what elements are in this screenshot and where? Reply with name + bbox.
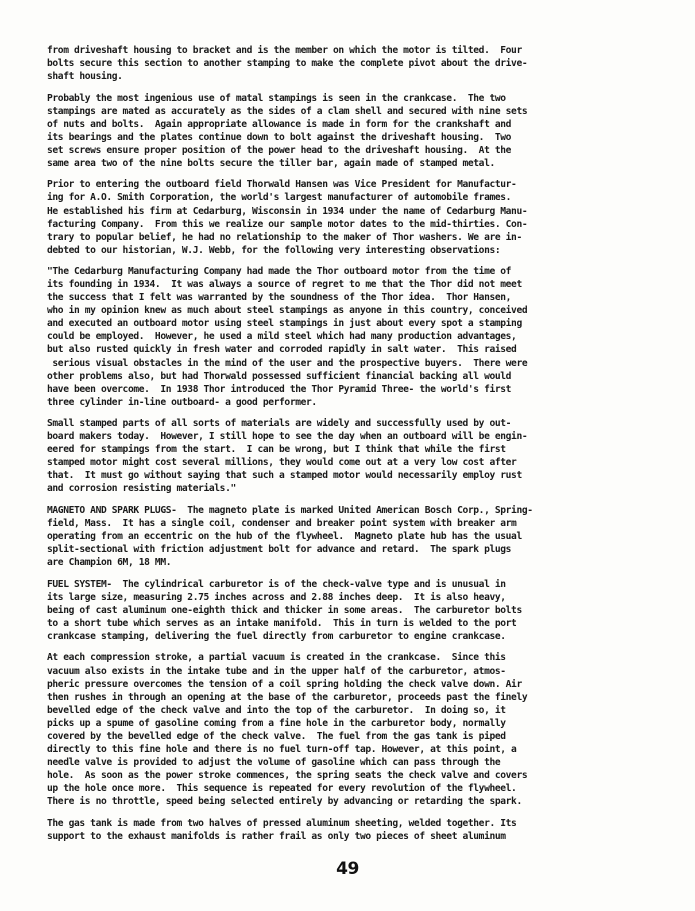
- body-text: [47, 44, 657, 851]
- paragraph-compression-stroke: At each compression stroke, a partial vacuum is created in the crankcase. Since this vacuum also exists in the intake tube and in the upper half of the carburetor, atmos- pheric pressure overcomes the tension of a coil spring holding the check valve down. Air then rushes in through an opening at the base of the carburetor, proceeds past the finely bevelled edge of the check valve and into the top of the carburetor. In doing so, it picks up a spume of gasoline coming from a fine hole in the carburetor body, normally covered by the bevelled edge of the check valve. The fuel from the gas tank is piped directly to this fine hole and there is no fuel turn-off tap. However, at this point, a needle valve is provided to adjust the volume of gasoline which can pass through the hole. As soon as the power stroke commences, the spring seats the check valve and covers up the hole once more. This sequence is repeated for every revolution of the flywheel. There is no throttle, speed being selected entirely by advancing or retarding the spark.: [47, 652, 528, 807]
- paragraph-gas-tank: The gas tank is made from two halves of pressed aluminum sheeting, welded together. Its support to the exhaust manifolds is rather frail as only two pieces of sheet aluminum: [47, 817, 517, 842]
- paragraph-pivot-bolts: from driveshaft housing to bracket and is the member on which the motor is tilted. Four bolts secure this section to another stamping to make the complete pivot about the drive- shaft housing.: [47, 45, 528, 83]
- paragraph-thorwald-hansen: Prior to entering the outboard field Thorwald Hansen was Vice President for Manufactur- ing for A.O. Smith Corporation, the world's largest manufacturer of automobile frames. He established his firm at Cedarburg, Wisconsin in 1934 under the name of Cedarburg Manu- facturing Company. From this we realize our sample motor dates to the mid-thirties. Con- trary to popular belief, he had no relationship to the maker of Thor washers. We are in- debted to our historian, W.J. Webb, for the following very interesting observations:: [47, 179, 528, 256]
- paragraph-webb-quote: "The Cedarburg Manufacturing Company had made the Thor outboard motor from the time of its founding in 1934. It was always a source of regret to me that the Thor did not meet the success that I felt was warranted by the soundness of the Thor idea. Thor Hansen, who in my opinion knew as much about steel stampings as anyone in this country, conceived and executed an outboard motor using steel stampings in just about every spot a stamping could be employed. However, he used a mild steel which had many production advantages, but also rusted quickly in fresh water and corroded rapidly in salt water. This raised serious visual obstacles in the mind of the user and the prospective buyers. There were other problems also, but had Thorwald possessed sufficient financial backing all would have been overcome. In 1938 Thor introduced the Thor Pyramid Three- the world's first three cylinder in-line outboard- a good performer.: [47, 266, 528, 408]
- paragraph-magneto-spark-plugs: MAGNETO AND SPARK PLUGS- The magneto plate is marked United American Bosch Corp., Spring- field, Mass. It has a single coil, condenser and breaker point system with breaker arm operating from an eccentric on the hub of the flywheel. Magneto plate hub has the usual split-sectional with friction adjustment bolt for advance and retard. The spark plugs are Champion 6M, 18 MM.: [47, 505, 533, 569]
- paragraph-webb-quote-cont: Small stamped parts of all sorts of materials are widely and successfully used by out- board makers today. However, I still hope to see the day when an outboard will be engin- eered for stampings from the start. I can be wrong, but I think that while the first stamped motor might cost several millions, they would come out at a very low cost after that. It must go without saying that such a stamped motor would necessarily employ rust and corrosion resisting materials.": [47, 418, 528, 495]
- paragraph-crankcase-stampings: Probably the most ingenious use of matal stampings is seen in the crankcase. The two stampings are mated as accurately as the sides of a clam shell and secured with nine sets of nuts and bolts. Again appropriate allowance is made in form for the crankshaft and its bearings and the plates continue down to bolt against the driveshaft housing. Two set screws ensure proper position of the power head to the driveshaft housing. At the same area two of the nine bolts secure the tiller bar, again made of stamped metal.: [47, 92, 528, 169]
- page-number: 49: [336, 859, 359, 879]
- paragraph-fuel-system: FUEL SYSTEM- The cylindrical carburetor is of the check-valve type and is unusual in its large size, measuring 2.75 inches across and 2.88 inches deep. It is also heavy, being of cast aluminum one-eighth thick and thicker in some areas. The carburetor bolts to a short tube which serves as an intake manifold. This in turn is welded to the port crankcase stamping, delivering the fuel directly from carburetor to engine crankcase.: [47, 578, 522, 642]
